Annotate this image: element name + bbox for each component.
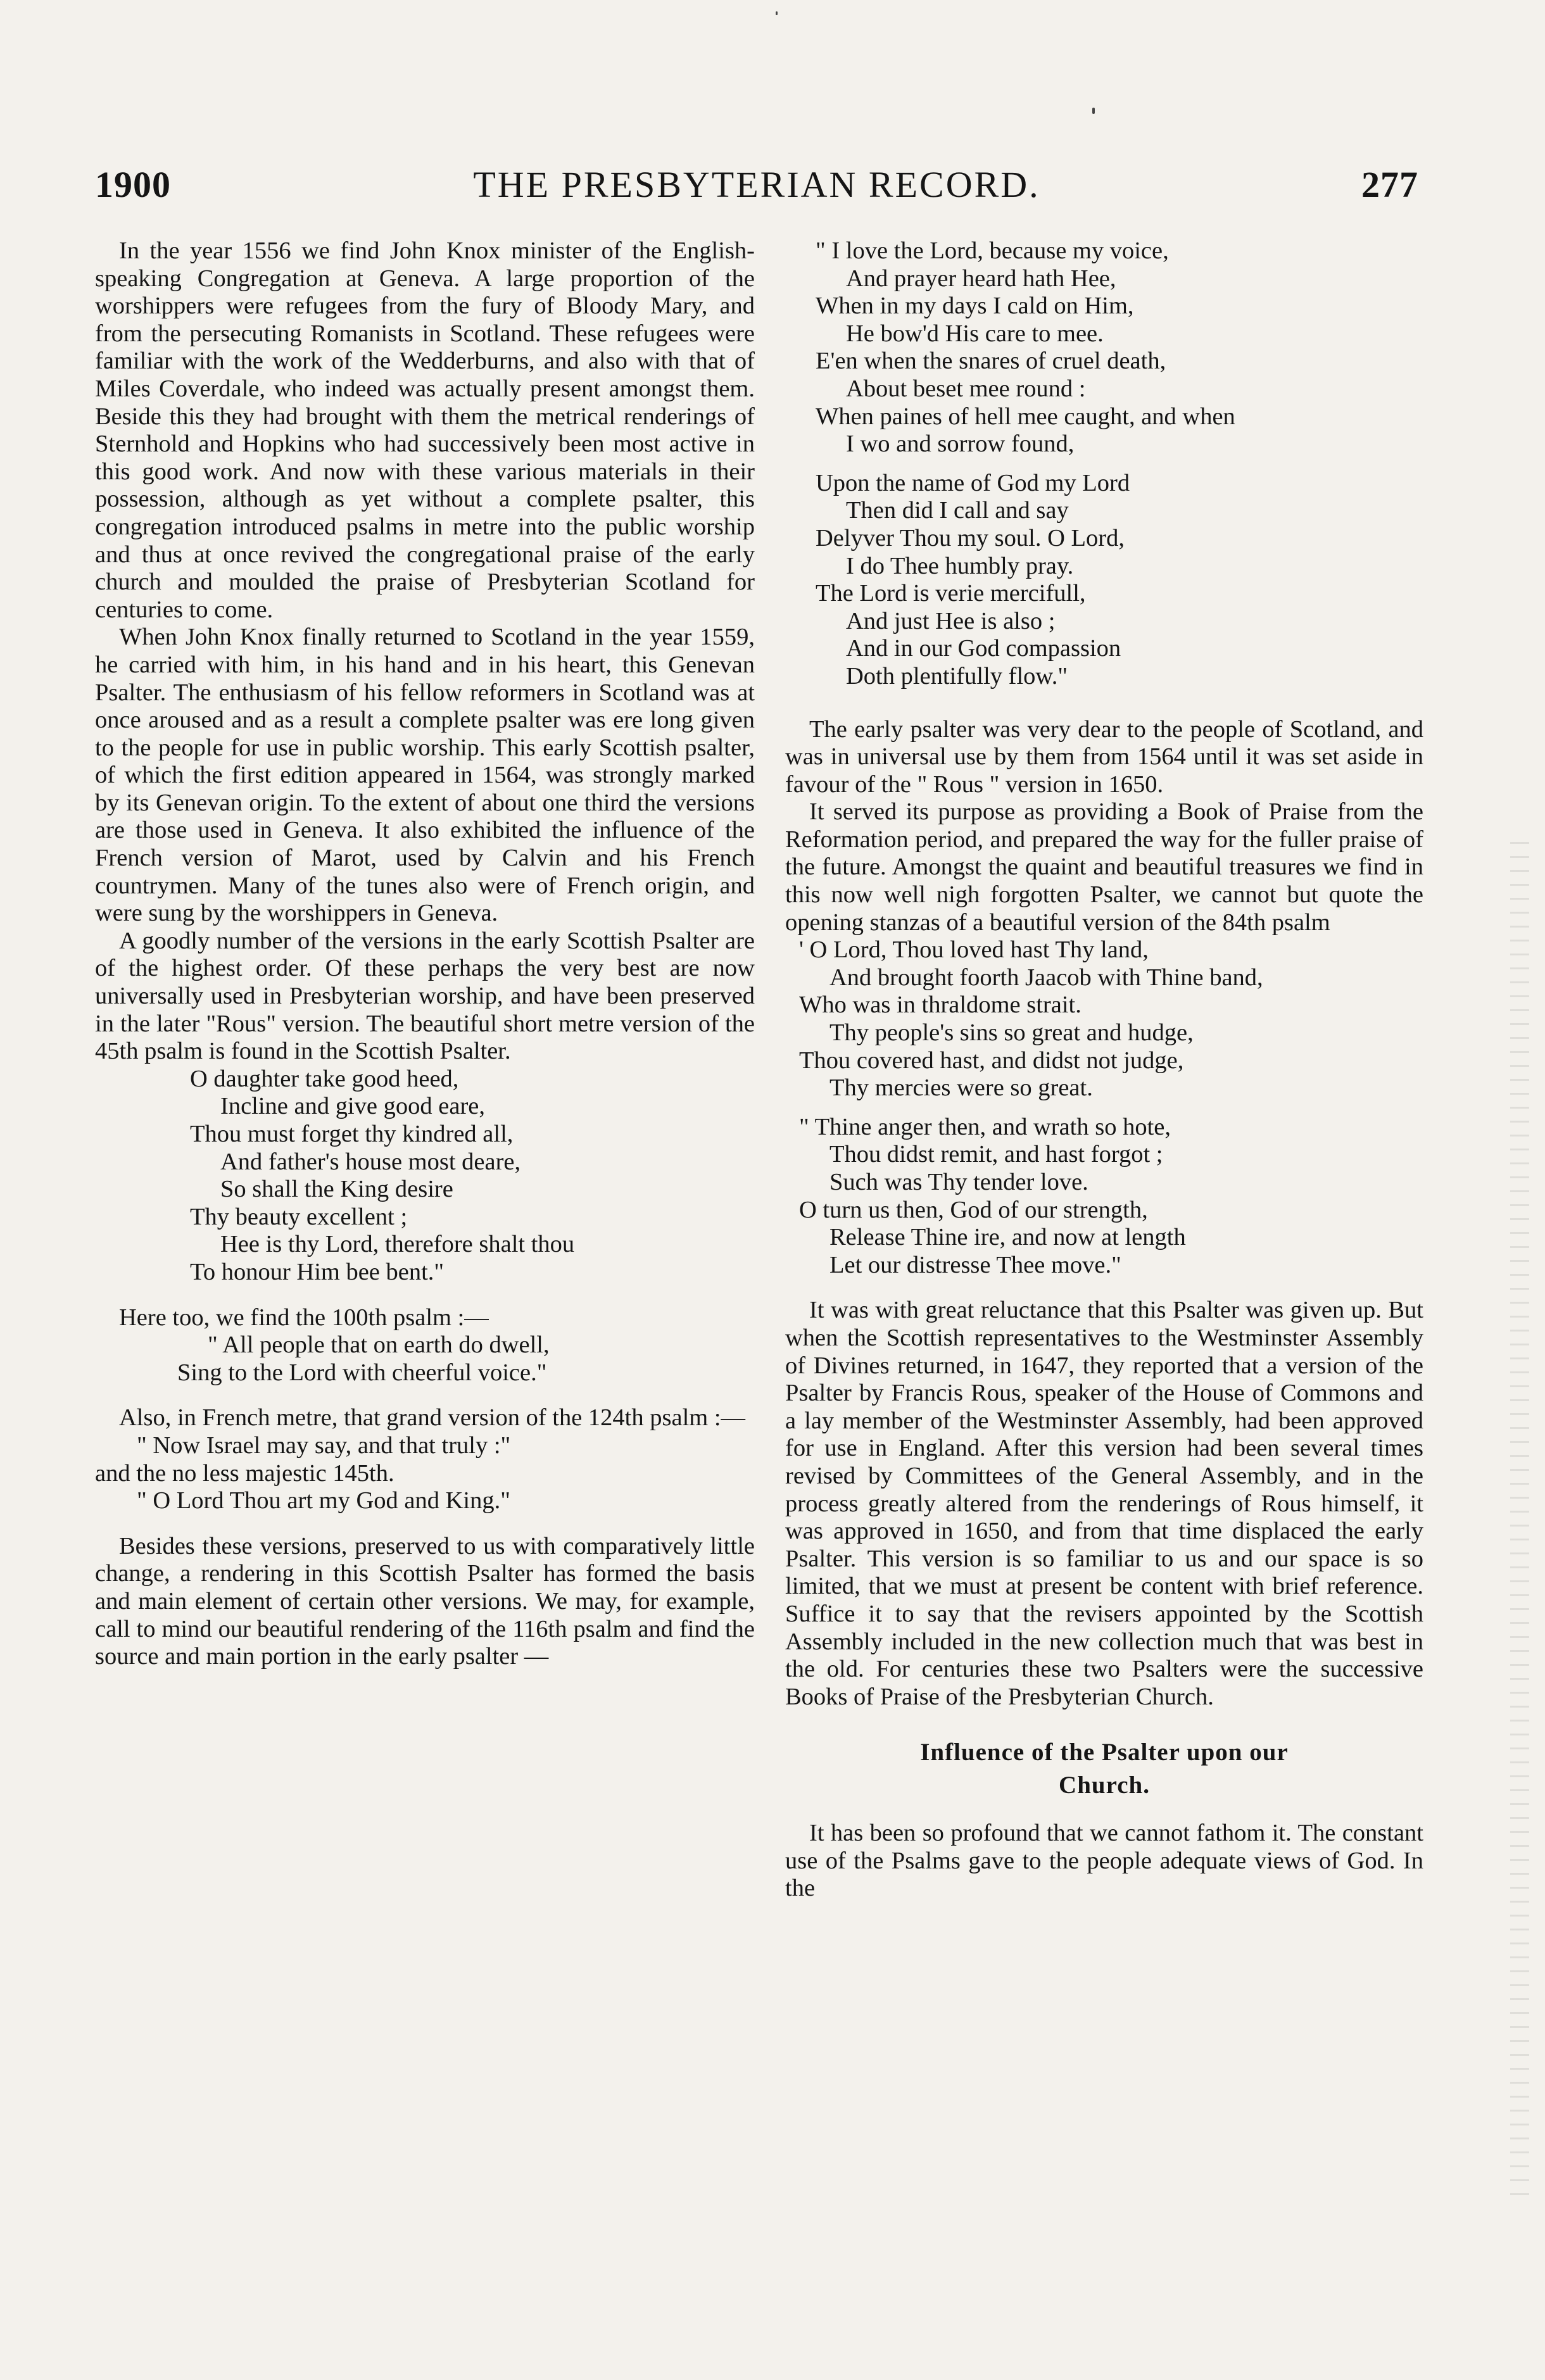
verse-line: About beset mee round : (846, 375, 1086, 402)
page-edge-bleed (1510, 842, 1529, 2203)
paragraph-genevan-psalter: When John Knox finally returned to Scotland in the year 1559, he carried with him, in his hand and in his heart, this Genevan Psalter. The enthusiasm of his fellow reformers in Scotland was at once aroused and as a result a complete psalter was ere long given to the people for use in public worship. This early Scottish psalter, of which the first edition appeared in 1564, was strongly marked by its Genevan origin. To the extent of about one third the versions are those used in Geneva. It also exhibited the influence of the French version of Marot, used by Calvin and his French countrymen. Many of the tunes also were of French origin, and were sung by the worshippers in Geneva. (95, 624, 755, 927)
paragraph-116th-psalm-intro: Besides these versions, preserved to us with comparatively little change, a rendering in this Scottish Psalter has formed the basis and main element of certain other versions. We may, for example, call to mind our beautiful rendering of the 116th psalm and find the source and main portion in the early psalter — (95, 1532, 755, 1670)
paragraph-book-of-praise: It served its purpose as providing a Book of Praise from the Reformation period, and prepared the way for the fuller praise of the future. Amongst the quaint and beautiful treasures we find in this now well nigh forgotten Psalter, we cannot but quote the opening stanzas of a beautiful version of the 84th psalm (785, 798, 1423, 936)
psalm-85-verse (785, 936, 1423, 1279)
page-header (95, 163, 1418, 214)
verse-line: To honour Him bee bent." (190, 1258, 445, 1285)
verse-line: Thy beauty excellent ; (190, 1203, 408, 1230)
verse-line: Then did I call and say (846, 497, 1069, 524)
verse-line: I do Thee humbly pray. (846, 552, 1074, 579)
subheading-line-1: Influence of the Psalter upon our (920, 1739, 1289, 1766)
psalm-100-verse (95, 1332, 755, 1387)
verse-line: Hee is thy Lord, therefore shalt thou (220, 1231, 575, 1258)
verse-line: Release Thine ire, and now at length (829, 1224, 1186, 1251)
verse-line: The Lord is verie mercifull, (816, 580, 1086, 607)
verse-line: And in our God compassion (846, 635, 1121, 662)
subheading-line-2: Church. (1059, 1772, 1150, 1799)
quote-124th-psalm: " Now Israel may say, and that truly :" (137, 1432, 511, 1459)
verse-line: Let our distresse Thee move." (829, 1251, 1121, 1278)
paragraph-100th-psalm-intro: Here too, we find the 100th psalm :— (119, 1304, 489, 1331)
verse-line: Thou didst remit, and hast forgot ; (829, 1141, 1163, 1168)
verse-line: And father's house most deare, (220, 1148, 521, 1175)
paragraph-geneva-congregation: In the year 1556 we find John Knox minister of the English-speaking Congregation at Geneva. A large proportion of the worshippers were refugees from the fury of Bloody Mary, and from the persecuting Romanists in Scotland. These refugees were familiar with the work of the Wedderburns, and also with that of Miles Coverdale, who indeed was actually present amongst them. Beside this they had brought with them the metrical renderings of Sternhold and Hopkins who had successively been most active in this good work. And now with these various materials in their possession, although as yet without a complete psalter, this congregation introduced psalms in metre into the public worship and thus at once revived the congregational praise of the early church and moulded the praise of Presbyterian Scotland for centuries to come. (95, 237, 755, 623)
paragraph-influence: It has been so profound that we cannot fathom it. The constant use of the Psalms gave to the people adequate views of God. In the (785, 1820, 1423, 1902)
verse-line: And just Hee is also ; (846, 607, 1056, 634)
left-column (95, 237, 755, 1671)
verse-line: ' O Lord, Thou loved hast Thy land, (799, 936, 1149, 964)
paragraph-145th-psalm: and the no less majestic 145th. (95, 1459, 394, 1487)
verse-line: Doth plentifully flow." (846, 662, 1068, 689)
verse-line: Upon the name of God my Lord (816, 469, 1130, 496)
print-speck (776, 11, 778, 15)
paragraph-rous-version: It was with great reluctance that this Psalter was given up. But when the Scottish representatives to the Westminster Assembly of Divines returned, in 1647, they reported that a version of the Psalter by Francis Rous, speaker of the House of Commons and a lay member of the Westminster Assembly, had been approved for use in England. After this version had been several times revised by Committees of the General Assembly, and in the process greatly altered from the renderings of Rous himself, it was approved in 1650, and from that time displaced the early Psalter. This version is so familiar to us and our space is so limited, that we must at present be content with brief reference. Suffice it to say that the revisers appointed by the Scottish Assembly included in the new collection much that was best in the old. For centuries these two Psalters were the successive Books of Praise of the Presbyterian Church. (785, 1297, 1423, 1710)
page-number: 277 (1361, 164, 1418, 205)
verse-line: E'en when the snares of cruel death, (816, 348, 1166, 375)
verse-line: Who was in thraldome strait. (799, 992, 1082, 1019)
verse-line: Thou must forget thy kindred all, (190, 1121, 514, 1147)
right-column (785, 237, 1423, 1903)
verse-line: And brought foorth Jaacob with Thine band, (829, 964, 1263, 991)
verse-line: O daughter take good heed, (190, 1065, 459, 1092)
verse-line: Incline and give good eare, (220, 1093, 485, 1120)
verse-line: So shall the King desire (220, 1176, 453, 1203)
quote-145th-psalm: " O Lord Thou art my God and King." (137, 1487, 510, 1514)
verse-line: He bow'd His care to mee. (846, 320, 1104, 347)
verse-line: I wo and sorrow found, (846, 431, 1075, 458)
verse-line: When in my days I cald on Him, (816, 293, 1134, 320)
psalm-45-verse (95, 1066, 755, 1287)
verse-line: " All people that on earth do dwell, (208, 1332, 550, 1359)
psalm-116-verse (785, 237, 1423, 691)
print-speck (1092, 108, 1095, 114)
paragraph-early-psalter-dear: The early psalter was very dear to the people of Scotland, and was in universal use by them from 1564 until it was set aside in favour of the " Rous " version in 1650. (785, 715, 1423, 798)
verse-line: And prayer heard hath Hee, (846, 265, 1116, 292)
verse-line: " Thine anger then, and wrath so hote, (799, 1113, 1171, 1140)
verse-line: Thy mercies were so great. (829, 1074, 1093, 1102)
verse-line: Such was Thy tender love. (829, 1169, 1088, 1195)
verse-line: Sing to the Lord with cheerful voice." (177, 1359, 547, 1386)
verse-line: Delyver Thou my soul. O Lord, (816, 524, 1125, 551)
verse-line: Thou covered hast, and didst not judge, (799, 1047, 1184, 1074)
publication-title: THE PRESBYTERIAN RECORD. (473, 164, 1040, 205)
verse-line: When paines of hell mee caught, and when (816, 403, 1235, 430)
section-subheading (785, 1736, 1423, 1802)
verse-line: Thy people's sins so great and hudge, (829, 1019, 1194, 1047)
header-year: 1900 (95, 164, 171, 205)
paragraph-124th-psalm-intro: Also, in French metre, that grand version of the 124th psalm :— (119, 1404, 746, 1432)
paragraph-scottish-psalter-versions: A goodly number of the versions in the early Scottish Psalter are of the highest order. Of these perhaps the very best are now universally used in Presbyterian worship, and have been preserved in the later "Rous" version. The beautiful short metre version of the 45th psalm is found in the Scottish Psalter. (95, 927, 755, 1065)
verse-line: " I love the Lord, because my voice, (816, 237, 1169, 264)
verse-line: O turn us then, God of our strength, (799, 1196, 1148, 1223)
